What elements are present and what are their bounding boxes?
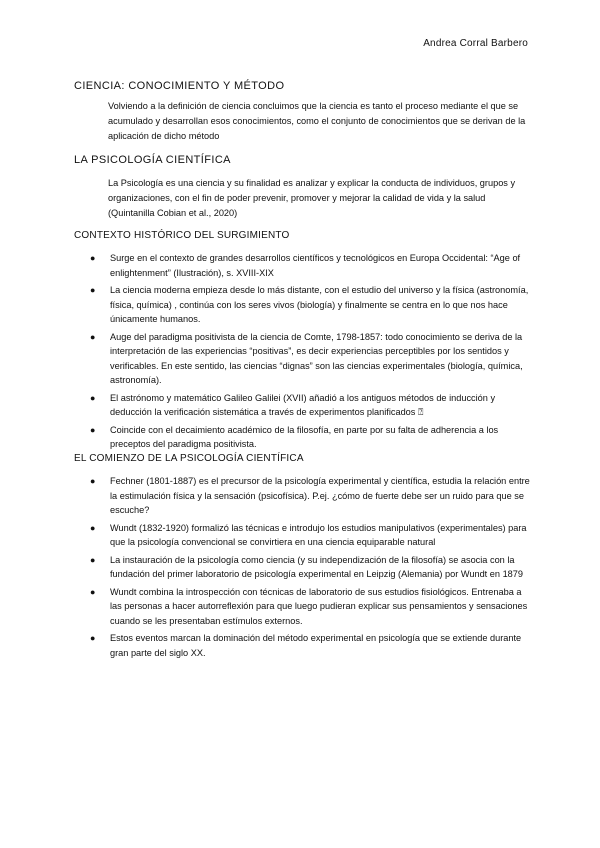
bullet-icon: ● xyxy=(90,331,96,342)
bullet-icon: ● xyxy=(90,554,96,565)
list-item xyxy=(90,521,530,550)
list-item-text: La instauración de la psicología como ciencia (y su independización de la filosofía) se asocia con la fundación del primer laboratorio de psicología experimental en Leipzig (Alemania) por Wundt en 1879 xyxy=(110,554,524,579)
list-item xyxy=(90,251,530,280)
bullet-icon: ● xyxy=(90,392,96,403)
paragraph-ciencia: Volviendo a la definición de ciencia concluimos que la ciencia es tanto el proceso mediante el que se acumulado y desarrollan esos conocimientos, como el conjunto de conocimientos que se derivan de la aplicación de dicho método xyxy=(108,101,526,141)
list-item xyxy=(90,283,530,327)
bullet-icon: ● xyxy=(90,522,96,533)
author-name: Andrea Corral Barbero xyxy=(423,38,528,49)
paragraph-psicologia: La Psicología es una ciencia y su finalidad es analizar y explicar la conducta de individuos, grupos y organizaciones, con el fin de poder prevenir, promover y mejorar la calidad de vida y la salud (Quintanilla Cobian et al., 2020) xyxy=(108,178,516,218)
bullet-icon: ● xyxy=(90,586,96,597)
bullet-icon: ● xyxy=(90,253,96,263)
list-item-text: Coincide con el decaimiento académico de la filosofía, en parte por su falta de adherencia a los preceptos del paradigma positivista. xyxy=(110,424,499,449)
list-comienzo xyxy=(90,474,530,663)
list-item-text: Wundt (1832-1920) formalizó las técnicas e introdujo los estudios manipulativos (experimentales) para que la psicología convencional se convirtiera en una ciencia equiparable natural xyxy=(110,522,527,547)
bullet-icon: ● xyxy=(90,633,96,643)
section-title-ciencia: CIENCIA: CONOCIMIENTO Y MÉTODO xyxy=(74,80,285,92)
list-item xyxy=(90,631,530,660)
bullet-icon: ● xyxy=(90,476,96,486)
list-item-text: Auge del paradigma positivista de la ciencia de Comte, 1798-1857: todo conocimiento se deriva de la interpretación de las experiencias “positivas”, es decir experiencias perceptibles por los sentidos y verificables. En este sentido, las ciencias “dignas” son las ciencias experimentales (biología, química, astronomía). xyxy=(110,331,523,385)
section-title-contexto: CONTEXTO HISTÓRICO DEL SURGIMIENTO xyxy=(74,230,290,241)
list-item-text: Wundt combina la introspección con técnicas de laboratorio de sus estudios fisiológicos. Entrenaba a las personas a hacer autorreflexión para que luego pudieran explicar sus pensamientos y sensaciones cuando se les presentaban estímulos externos. xyxy=(110,586,528,626)
list-item-text: Surge en el contexto de grandes desarrollos científicos y tecnológicos en Europa Occidental: “Age of enlightenment” (Ilustración), s. XVIII-XIX xyxy=(110,253,521,278)
list-item xyxy=(90,391,530,420)
list-item xyxy=(90,474,530,518)
list-item xyxy=(90,585,530,629)
list-item-text: La ciencia moderna empieza desde lo más distante, con el estudio del universo y la física (astronomía, física, química) , continúa con los seres vivos (biología) y finalmente se centra en lo que nos hace únicamente humanos. xyxy=(110,285,529,324)
bullet-icon: ● xyxy=(90,285,96,295)
list-item-text: El astrónomo y matemático Galileo Galilei (XVII) añadió a los antiguos métodos de inducción y deducción la verificación sistemática a través de experimentos planificados ⍰ xyxy=(110,392,496,417)
list-item-text: Estos eventos marcan la dominación del método experimental en psicología que se extiende durante gran parte del siglo XX. xyxy=(110,633,522,658)
list-item xyxy=(90,423,530,452)
section-title-psicologia-cientifica: LA PSICOLOGÍA CIENTÍFICA xyxy=(74,154,231,166)
section-title-comienzo: EL COMIENZO DE LA PSICOLOGÍA CIENTÍFICA xyxy=(74,453,304,464)
bullet-icon: ● xyxy=(90,424,96,435)
list-item xyxy=(90,553,530,582)
list-item-text: Fechner (1801-1887) es el precursor de la psicología experimental y científica, estudia la relación entre la estimulación física y la sensación (psicofísica). P.ej. ¿cómo de fuerte debe ser un ruido para que se escuche? xyxy=(110,476,530,515)
list-item xyxy=(90,330,530,388)
list-contexto xyxy=(90,251,530,455)
